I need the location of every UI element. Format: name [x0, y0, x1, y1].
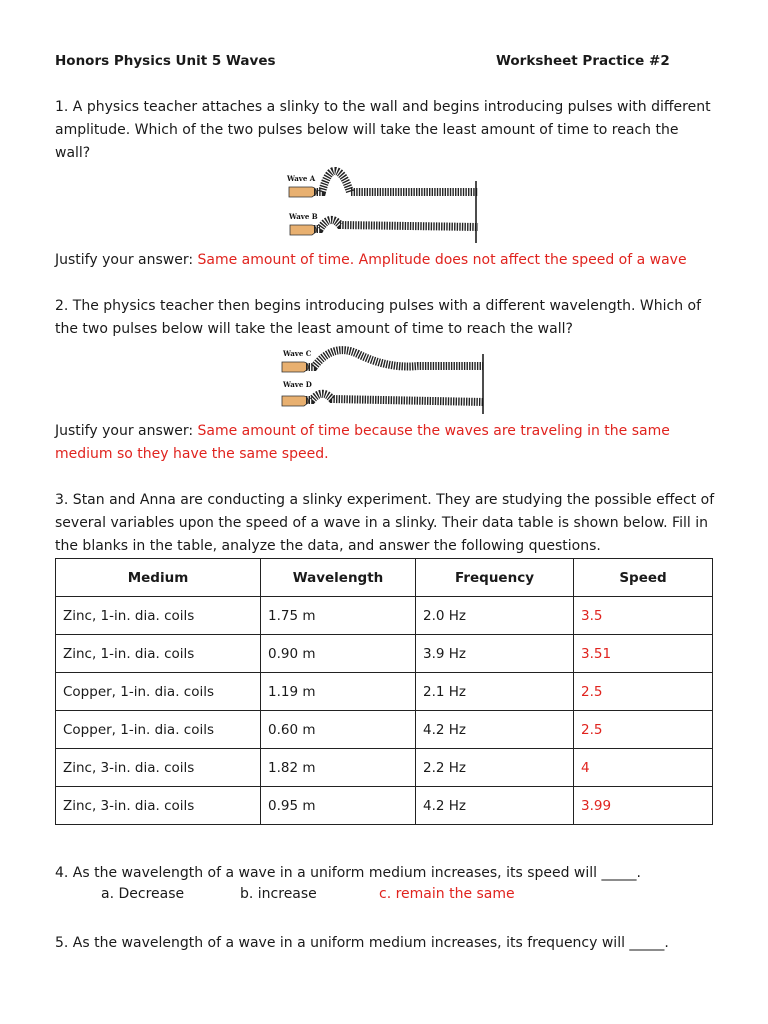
cell-frequency: 2.0 Hz — [416, 597, 574, 635]
wave-a-label: Wave A — [287, 174, 316, 183]
option-c: c. remain the same — [379, 886, 515, 902]
cell-speed: 2.5 — [574, 673, 713, 711]
cell-speed: 4 — [574, 749, 713, 787]
cell-medium: Copper, 1-in. dia. coils — [56, 711, 261, 749]
hand-icon — [290, 225, 316, 235]
justify-label: Justify your answer: — [55, 252, 198, 268]
option-a: a. Decrease — [101, 886, 185, 902]
question-1-answer: Same amount of time. Amplitude does not affect the speed of a wave — [197, 252, 687, 268]
cell-speed: 2.5 — [574, 711, 713, 749]
slinky-wave-c — [306, 350, 484, 367]
table-row — [56, 597, 713, 635]
cell-frequency: 4.2 Hz — [416, 787, 574, 825]
cell-speed: 3.5 — [574, 597, 713, 635]
cell-wavelength: 0.90 m — [261, 635, 416, 673]
table-row — [56, 787, 713, 825]
slinky-figure-waves-c-d — [278, 344, 488, 416]
option-b: b. increase — [240, 886, 317, 902]
hand-icon — [282, 362, 308, 372]
question-3-text: 3. Stan and Anna are conducting a slinky experiment. They are studying the possible effect of several variables upon the speed of a wave in a slinky. Their data table is shown below. Fill in the blanks in the table, analyze the data, and answer the following questions. — [55, 492, 715, 554]
cell-wavelength: 1.75 m — [261, 597, 416, 635]
cell-medium: Zinc, 3-in. dia. coils — [56, 787, 261, 825]
question-2-justify — [55, 420, 715, 466]
cell-medium: Zinc, 1-in. dia. coils — [56, 597, 261, 635]
cell-frequency: 4.2 Hz — [416, 711, 574, 749]
slinky-wave-b — [314, 220, 478, 229]
worksheet-title: Honors Physics Unit 5 Waves — [55, 53, 276, 69]
table-header-row — [56, 559, 713, 597]
slinky-wave-a — [314, 171, 478, 192]
question-2-text: 2. The physics teacher then begins introducing pulses with a different wavelength. Which of the two pulses below will take the least amount of time to reach the wall? — [55, 298, 702, 337]
cell-speed: 3.99 — [574, 787, 713, 825]
question-1-text: 1. A physics teacher attaches a slinky to the wall and begins introducing pulses with different amplitude. Which of the two pulses below will take the least amount of time to reach the wall? — [55, 99, 711, 161]
slinky-data-table — [55, 558, 713, 825]
cell-medium: Zinc, 1-in. dia. coils — [56, 635, 261, 673]
cell-wavelength: 0.95 m — [261, 787, 416, 825]
cell-speed: 3.51 — [574, 635, 713, 673]
table-row — [56, 673, 713, 711]
question-5-text: 5. As the wavelength of a wave in a uniform medium increases, its frequency will _____. — [55, 935, 669, 951]
justify-label: Justify your answer: — [55, 423, 198, 439]
cell-medium: Zinc, 3-in. dia. coils — [56, 749, 261, 787]
table-row — [56, 711, 713, 749]
slinky-wave-d — [306, 394, 484, 402]
question-2-answer: Same amount of time because the waves are traveling in the same medium so they have the same speed. — [55, 423, 670, 462]
question-4-text: 4. As the wavelength of a wave in a uniform medium increases, its speed will _____. — [55, 865, 641, 881]
table-row — [56, 635, 713, 673]
cell-frequency: 3.9 Hz — [416, 635, 574, 673]
cell-wavelength: 1.82 m — [261, 749, 416, 787]
cell-frequency: 2.2 Hz — [416, 749, 574, 787]
cell-wavelength: 0.60 m — [261, 711, 416, 749]
header-speed: Speed — [574, 559, 713, 597]
table-row — [56, 749, 713, 787]
cell-medium: Copper, 1-in. dia. coils — [56, 673, 261, 711]
worksheet-practice-number: Worksheet Practice #2 — [496, 53, 670, 69]
header-medium: Medium — [56, 559, 261, 597]
wave-c-label: Wave C — [283, 349, 312, 358]
cell-frequency: 2.1 Hz — [416, 673, 574, 711]
header-frequency: Frequency — [416, 559, 574, 597]
header-wavelength: Wavelength — [261, 559, 416, 597]
hand-icon — [289, 187, 316, 197]
hand-icon — [282, 396, 308, 406]
question-1-justify — [55, 249, 715, 272]
wave-b-label: Wave B — [289, 212, 318, 221]
wave-d-label: Wave D — [283, 380, 312, 389]
slinky-figure-waves-a-b — [284, 167, 480, 243]
cell-wavelength: 1.19 m — [261, 673, 416, 711]
